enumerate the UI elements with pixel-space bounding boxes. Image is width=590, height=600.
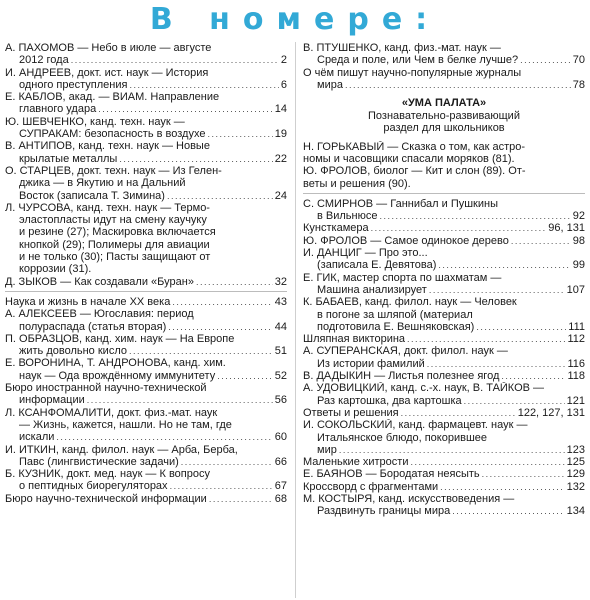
contents-entry (303, 272, 585, 297)
page-number: 32 (274, 275, 287, 288)
leader-dots (71, 54, 279, 66)
entry-line: Е. ГИК, мастер спорта по шахматам — (303, 271, 502, 284)
leader-dots (520, 54, 571, 66)
leader-dots (339, 444, 565, 456)
entry-line: К. БАБАЕВ, канд. филол. наук — Человек (303, 296, 517, 309)
entry-line: в Вильнюсе (317, 210, 378, 223)
contents-entry (303, 345, 585, 370)
page-number: 66 (274, 455, 287, 468)
entry-line: информации (19, 394, 85, 407)
entry-line: коррозии (31). (19, 263, 92, 276)
entry-line: (записала Е. Девятова) (317, 259, 437, 272)
contents-entry (303, 481, 585, 493)
entry-line: М. КОСТЫРЯ, канд. искусствоведения — (303, 493, 515, 505)
contents-entry (303, 370, 585, 382)
contents-entry (5, 357, 287, 382)
leader-dots (209, 493, 273, 505)
leader-dots (440, 481, 564, 493)
contents-entry (303, 493, 585, 518)
entry-line: И. ДАНЦИГ — Про это... (303, 247, 428, 260)
leader-dots (168, 321, 272, 333)
leader-dots (401, 407, 516, 419)
page-number: 44 (274, 320, 287, 333)
leader-dots (181, 456, 273, 468)
page-number: 78 (572, 78, 585, 91)
entry-line: Кроссворд с фрагментами (303, 480, 439, 493)
entry-line: А. АЛЕКСЕЕВ — Югославия: период (5, 308, 194, 321)
leader-dots (407, 333, 565, 345)
entry-line: Е. ВОРОНИНА, Т. АНДРОНОВА, канд. хим. (5, 357, 226, 370)
entry-line: П. ОБРАЗЦОВ, канд. хим. наук — На Европе (5, 332, 235, 345)
contents-entry (303, 419, 585, 456)
entry-line: Л. ЧУРСОВА, канд. техн. наук — Термо- (5, 201, 210, 214)
entry-line: Е. БАЯНОВ — Бородатая неясыть (303, 468, 480, 481)
page-number: 125 (566, 456, 585, 469)
contents-entry (5, 296, 287, 308)
page-number: 121 (566, 394, 585, 407)
contents-entry (303, 247, 585, 272)
entry-line: Среда и поле, или Чем в белке лучше? (317, 54, 519, 67)
contents-entry (303, 296, 585, 333)
page-number: 68 (274, 492, 287, 505)
entry-line: жить довольно кисло (19, 345, 127, 358)
page-number: 116 (567, 357, 585, 370)
leader-dots (129, 79, 278, 91)
contents-entry (5, 276, 287, 288)
entry-line: крылатые металлы (19, 152, 118, 165)
leader-dots (167, 190, 273, 202)
issue-contents-title: В номере: (149, 2, 441, 37)
uma-entry-line: Н. ГОРЬКАВЫЙ — Сказка о том, как астро- (303, 140, 526, 153)
page-number: 98 (572, 234, 585, 247)
page-number: 19 (274, 128, 287, 141)
contents-entry (5, 202, 287, 276)
page-number: 43 (274, 295, 287, 308)
contents-entry (5, 333, 287, 358)
contents-entry (303, 67, 585, 92)
contents-entry (5, 42, 287, 67)
contents-entry (303, 42, 585, 67)
right-group-1 (303, 42, 585, 91)
entry-line: Восток (записала Т. Зимина) (19, 189, 165, 202)
entry-line: полураспада (статья вторая) (19, 320, 167, 333)
column-divider (295, 42, 296, 598)
entry-line: В. АНТИПОВ, канд. техн. наук — Новые (5, 140, 210, 153)
entry-line: джика — в Якутию и на Дальний (19, 177, 186, 190)
entry-line: кнопкой (29); Полимеры для авиации (19, 238, 210, 251)
page-number: 129 (566, 468, 585, 481)
entry-line: С. СМИРНОВ — Ганнибал и Пушкины (303, 197, 498, 210)
contents-entry (5, 116, 287, 141)
contents-entry (5, 91, 287, 116)
entry-line: в погоне за шляпой (материал (317, 308, 473, 321)
entry-line: Машина анализирует (317, 283, 427, 296)
leader-dots (501, 370, 565, 382)
page-number: 2 (280, 54, 287, 67)
entry-line: Л. КСАНФОМАЛИТИ, докт. физ.-мат. наук (5, 406, 218, 419)
entry-line: А. ПАХОМОВ — Небо в июле — августе (5, 42, 212, 54)
entry-line: мир (317, 443, 337, 456)
entry-line: Д. ЗЫКОВ — Как создавали «Буран» (5, 275, 194, 288)
uma-entry-line: номы и часовщики спасали моряков (81). (303, 152, 515, 165)
entry-line: Ответы и решения (303, 406, 399, 419)
page-number: 123 (566, 443, 585, 456)
leader-dots (476, 321, 566, 333)
entry-line: Бюро научно-технической информации (5, 492, 207, 505)
entry-line: искали (19, 431, 55, 444)
section-rule (5, 291, 287, 292)
leader-dots (452, 505, 564, 517)
entry-line: О чём пишут научно-популярные журналы (303, 66, 522, 79)
entry-line: эластопласты идут на смену каучуку (19, 214, 207, 227)
contents-entry (303, 222, 585, 234)
entry-line: Ю. ФРОЛОВ — Самое одинокое дерево (303, 234, 509, 247)
leader-dots (410, 456, 564, 468)
contents-entry (303, 456, 585, 468)
entry-line: СУПРАКАМ: безопасность в воздухе (19, 128, 206, 141)
leader-dots (464, 395, 565, 407)
entry-line: Раздвинуть границы мира (317, 505, 451, 518)
contents-entry (5, 308, 287, 333)
leader-dots (207, 128, 272, 140)
leader-dots (56, 431, 272, 443)
contents-entry (303, 333, 585, 345)
page-number: 60 (274, 431, 287, 444)
entry-line: 2012 года (19, 54, 69, 67)
page-number: 6 (280, 78, 287, 91)
entry-line: наук — Ода врождённому иммунитету (19, 369, 216, 382)
leader-dots (98, 103, 273, 115)
page-number: 51 (274, 345, 287, 358)
section-subtitle: раздел для школьников (383, 122, 505, 135)
leader-dots (87, 394, 273, 406)
entry-line: Из истории фамилий (317, 357, 425, 370)
leader-dots (482, 468, 565, 480)
entry-line: Наука и жизнь в начале XX века (5, 295, 171, 308)
entry-line: одного преступления (19, 78, 128, 91)
page-number: 56 (274, 394, 287, 407)
page-number: 111 (568, 320, 585, 333)
entry-line: Шляпная викторина (303, 333, 406, 346)
page-number: 70 (572, 54, 585, 67)
leader-dots (438, 259, 570, 271)
contents-entry (303, 235, 585, 247)
page-number: 22 (274, 152, 287, 165)
contents-entry (5, 468, 287, 493)
entry-line: подготовила Е. Вешняковская) (317, 320, 475, 333)
leader-dots (379, 210, 570, 222)
entry-line: и не только (30); Пасты защищают от (19, 251, 211, 264)
page-number: 134 (566, 505, 585, 518)
leader-dots (371, 222, 547, 234)
contents-entry (303, 382, 585, 407)
section-rule (303, 193, 585, 194)
page-number: 107 (566, 283, 585, 296)
section-heading-uma-palata: «УМА ПАЛАТА» (401, 97, 487, 110)
right-column (303, 42, 585, 518)
leader-dots (217, 370, 273, 382)
entry-line: о пептидных биорегуляторах (19, 480, 168, 493)
entry-line: В. ДАДЫКИН — Листья полезнее ягод (303, 370, 500, 383)
entry-line: и резине (27); Маскировка включается (19, 226, 216, 239)
entry-line: И. ИТКИН, канд. филол. наук — Арба, Берба, (5, 443, 238, 456)
entry-line: Раз картошка, два картошка (317, 394, 462, 407)
leader-dots (511, 235, 571, 247)
entry-line: Б. КУЗНИК, докт. мед. наук — К вопросу (5, 468, 210, 481)
contents-entry (5, 165, 287, 202)
entry-line: И. АНДРЕЕВ, докт. ист. наук — История (5, 66, 209, 79)
contents-entry (5, 67, 287, 92)
page-number: 112 (567, 333, 585, 346)
page-number: 122, 127, 131 (517, 406, 585, 419)
page-number: 92 (572, 210, 585, 223)
entry-line: И. СОКОЛЬСКИЙ, канд. фармацевт. наук — (303, 419, 528, 432)
page-number: 67 (274, 480, 287, 493)
entry-line: главного удара (19, 103, 97, 116)
entry-line: В. ПТУШЕНКО, канд. физ.-мат. наук — (303, 42, 501, 54)
right-group-2 (303, 198, 585, 518)
contents-entry (303, 468, 585, 480)
leader-dots (170, 480, 273, 492)
entry-line: А. УДОВИЦКИЙ, канд. с.-х. наук, В. ТАЙКОВ — (303, 382, 545, 395)
leader-dots (172, 296, 272, 308)
page-number: 96, 131 (548, 222, 585, 235)
contents-entry (303, 198, 585, 223)
contents-entry (5, 382, 287, 407)
contents-entry (5, 140, 287, 165)
leader-dots (429, 284, 565, 296)
entry-line: Бюро иностранной научно-технической (5, 382, 207, 395)
left-column (5, 42, 287, 505)
entry-line: Е. КАБЛОВ, акад. — ВИАМ. Направление (5, 91, 220, 104)
leader-dots (196, 276, 273, 288)
page-number: 99 (572, 259, 585, 272)
entry-line: А. СУПЕРАНСКАЯ, докт. филол. наук — (303, 345, 508, 358)
entry-line: О. СТАРЦЕВ, докт. техн. наук — Из Гелен- (5, 164, 222, 177)
page-number: 24 (274, 189, 287, 202)
leader-dots (345, 79, 571, 91)
entry-line: Итальянское блюдо, покорившее (317, 431, 488, 444)
left-group-2 (5, 296, 287, 505)
entry-line: Кунсткамера (303, 222, 369, 235)
uma-entry-line: веты и решения (90). (303, 177, 411, 190)
page-number: 14 (274, 103, 287, 116)
entry-line: Павс (лингвистические задачи) (19, 455, 179, 468)
uma-palata-entries (303, 141, 585, 190)
page-number: 132 (566, 480, 585, 493)
contents-entry (5, 407, 287, 444)
section-subtitle: Познавательно-развивающий (368, 109, 520, 122)
leader-dots (427, 358, 566, 370)
left-group-1 (5, 42, 287, 288)
leader-dots (129, 345, 273, 357)
entry-line: мира (317, 78, 343, 91)
entry-line: — Жизнь, кажется, нашли. Но не там, где (19, 418, 232, 431)
entry-line: Ю. ШЕВЧЕНКО, канд. техн. наук — (5, 115, 185, 128)
entry-line: Маленькие хитрости (303, 456, 409, 469)
page-number: 52 (274, 369, 287, 382)
page-number: 118 (567, 370, 585, 383)
uma-entry-line: Ю. ФРОЛОВ, биолог — Кит и слон (89). От- (303, 165, 526, 178)
contents-entry (5, 493, 287, 505)
leader-dots (119, 153, 272, 165)
contents-entry (5, 444, 287, 469)
contents-entry (303, 407, 585, 419)
